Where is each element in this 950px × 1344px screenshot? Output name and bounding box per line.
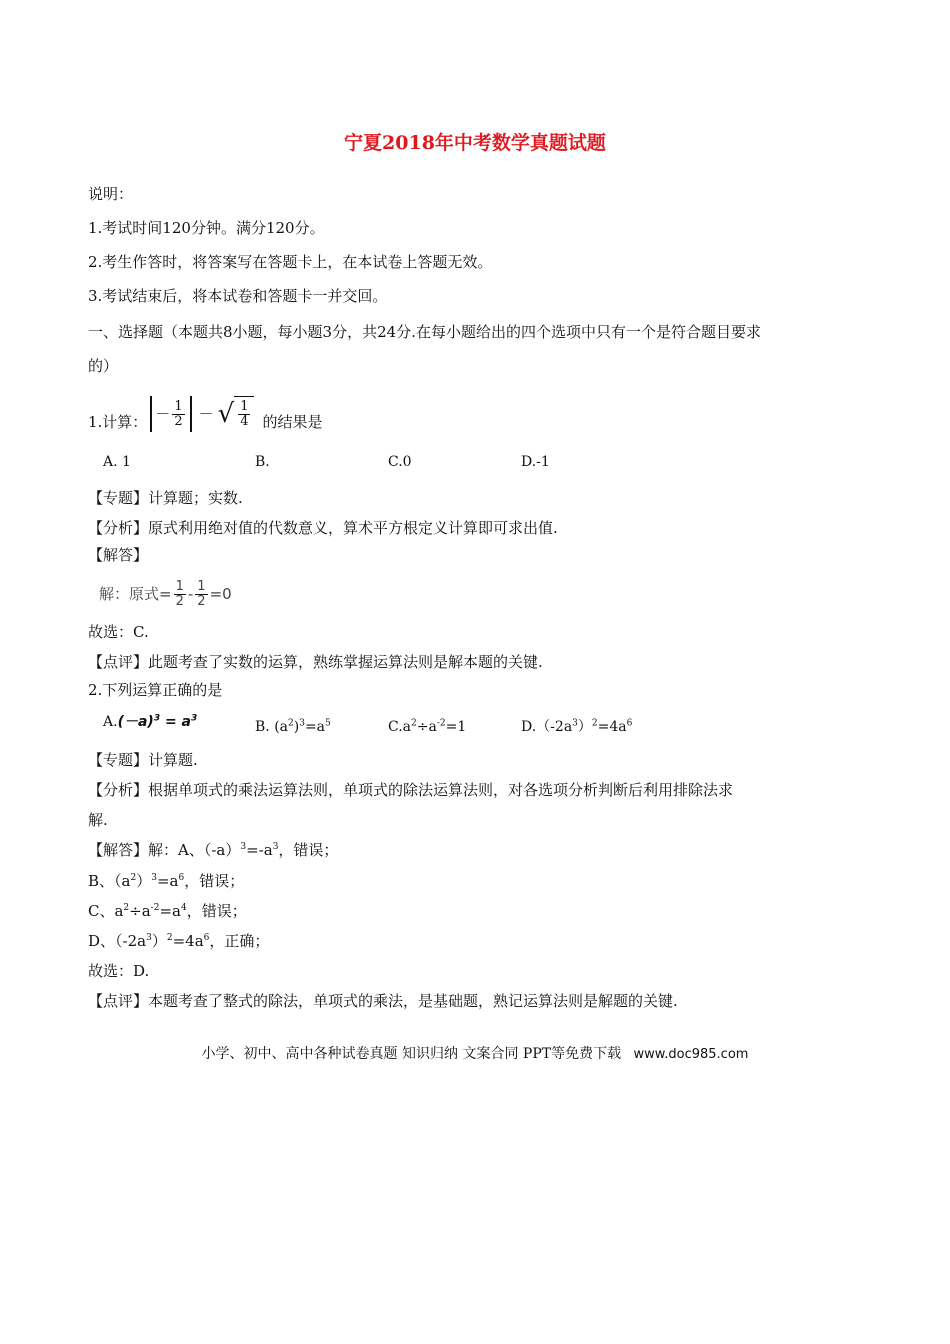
q2-option-a-base: (－a): [117, 714, 154, 730]
q2-optC-e1: 2: [411, 718, 417, 729]
q2-solution-d: [88, 931, 269, 951]
q1-suffix: 的结果是: [262, 413, 323, 431]
q2-choice: 故选：D.: [88, 962, 150, 980]
q1-sqrt-fraction: [238, 400, 250, 429]
q2-optC-r: =1: [445, 719, 467, 735]
q2-sol-c-m: ÷a: [129, 902, 151, 920]
q2-solution-a: [88, 840, 338, 860]
q2-sol-d-r: =4a: [172, 932, 204, 950]
q2-option-a-exp: 3: [153, 713, 161, 724]
q2-optB: B. (a: [255, 719, 288, 735]
question-1: [88, 388, 323, 432]
q1-frac-numerator: 1: [174, 398, 183, 414]
q1-expression: [147, 396, 254, 432]
q1-sol-frac-1: [174, 580, 186, 609]
q1-option-c: C.0: [388, 454, 412, 470]
q1-option-b: B.: [255, 454, 270, 470]
q2-option-a-exp2: 3: [191, 713, 198, 724]
q1-sol-den-1: 2: [175, 593, 184, 609]
q2-optB-e1: 2: [288, 718, 294, 729]
q1-fraction: [172, 400, 184, 429]
q2-sol-d-e2: 2: [166, 933, 173, 943]
q1-option-d: D.-1: [521, 454, 550, 470]
q2-sol-b-r: =a: [156, 872, 179, 890]
q1-minus: －: [155, 405, 171, 423]
note-item-1: 1.考试时间120分钟。满分120分。: [88, 219, 325, 237]
q2-optB-r: =a: [304, 719, 326, 735]
q2-sol-d-m: ）: [151, 932, 167, 950]
q2-sol-d-e3: 6: [203, 933, 210, 943]
page-title: 宁夏2018年中考数学真题试题: [344, 132, 606, 154]
q2-sol-a: 【解答】解：A、（-a）: [88, 841, 241, 859]
q2-optD-e1: 3: [572, 718, 578, 729]
footer-url[interactable]: www.doc985.com: [633, 1047, 749, 1062]
q2-optD-m: ）: [577, 719, 592, 735]
q2-option-c: [388, 717, 466, 737]
q2-optC-e2: -2: [436, 718, 446, 729]
sqrt-radical-icon: √: [217, 399, 235, 429]
note-item-2: 2.考生作答时，将答案写在答题卡上，在本试卷上答题无效。: [88, 253, 493, 271]
q1-solution-text: 解：原式=: [99, 585, 172, 603]
q2-sol-c-t: ，错误；: [186, 902, 247, 920]
q2-optD-e2: 2: [591, 718, 598, 729]
q1-option-a: A. 1: [103, 454, 131, 470]
q1-prefix: 1.计算：: [88, 413, 148, 431]
q2-sol-c-r: =a: [159, 902, 181, 920]
page-footer: [0, 1044, 950, 1065]
q2-optD-e3: 6: [626, 718, 633, 729]
q1-sqrt: [218, 396, 255, 432]
q2-solution-c: [88, 901, 247, 921]
q1-choice: 故选：C.: [88, 623, 149, 641]
q1-frac-denominator: 2: [174, 413, 183, 429]
q2-analysis-line1: 【分析】根据单项式的乘法运算法则，单项式的除法运算法则，对各选项分析判断后利用排除法求: [88, 781, 734, 799]
q2-option-a-label: A.: [103, 714, 118, 730]
q2-sol-a-r: =-a: [246, 841, 273, 859]
q2-optB-m: ): [293, 719, 300, 735]
q2-sol-d-e1: 3: [146, 933, 152, 943]
q2-sol-d-t: ，正确；: [209, 932, 270, 950]
q2-option-a: [103, 712, 197, 732]
abs-bar-right: [190, 396, 192, 432]
q2-solution-b: [88, 871, 244, 891]
q2-sol-b-e1: 2: [130, 873, 137, 883]
q1-sqrt-numerator: 1: [240, 399, 249, 414]
q1-sol-frac-2: [195, 580, 207, 609]
q1-answer-label: 【解答】: [88, 546, 149, 564]
section-heading-line1: 一、选择题（本题共8小题，每小题3分，共24分.在每小题给出的四个选项中只有一个是符合题目要求: [88, 323, 761, 341]
notes-heading: 说明：: [88, 185, 134, 203]
q2-option-d: [521, 717, 632, 737]
q2-optC: C.a: [388, 719, 412, 735]
q2-sol-b-t: ，错误；: [184, 872, 245, 890]
q2-sol-b: B、（a: [88, 872, 131, 890]
q1-sol-num-1: 1: [175, 578, 184, 594]
q1-minus-2: －: [198, 405, 214, 423]
q1-comment: 【点评】此题考查了实数的运算，熟练掌握运算法则是解本题的关键.: [88, 653, 543, 671]
q2-sol-a-e1: 3: [240, 842, 247, 852]
q1-sol-op: -: [187, 585, 194, 603]
section-heading-line2: 的）: [88, 357, 119, 375]
q1-topic: 【专题】计算题；实数.: [88, 489, 243, 507]
q2-sol-a-t: ，错误；: [278, 841, 339, 859]
q2-comment: 【点评】本题考查了整式的除法，单项式的乘法，是基础题，熟记运算法则是解题的关键.: [88, 992, 678, 1010]
footer-text: 小学、初中、高中各种试卷真题 知识归纳 文案合同 PPT等免费下载: [201, 1046, 622, 1062]
q2-sol-b-e2: 3: [151, 873, 157, 883]
q2-topic: 【专题】计算题.: [88, 751, 198, 769]
q2-optC-m: ÷a: [416, 719, 437, 735]
note-item-3: 3.考试结束后，将本试卷和答题卡一并交回。: [88, 287, 388, 305]
q2-sol-b-m: ）: [136, 872, 152, 890]
q2-sol-c: C、a: [88, 902, 124, 920]
q1-solution: [99, 574, 232, 614]
q2-optB-e2: 3: [299, 718, 305, 729]
q2-sol-c-e3: 4: [180, 903, 187, 913]
q2-option-a-eq: = a: [160, 714, 192, 730]
q1-sqrt-denominator: 4: [240, 414, 249, 429]
q2-option-b: [255, 717, 331, 737]
question-2: 2.下列运算正确的是: [88, 681, 223, 699]
q2-optD: D.（-2a: [521, 719, 573, 735]
abs-bar-left: [150, 396, 152, 432]
q2-sol-a-e2: 3: [272, 842, 279, 852]
q1-sol-result: =0: [209, 585, 232, 603]
q2-sol-b-e3: 6: [178, 873, 185, 883]
q1-sol-den-2: 2: [197, 593, 206, 609]
q2-sol-c-e2: -2: [150, 903, 160, 913]
q2-sol-c-e1: 2: [123, 903, 130, 913]
q2-sol-d: D、（-2a: [88, 932, 147, 950]
q2-optD-r: =4a: [597, 719, 627, 735]
q1-analysis: 【分析】原式利用绝对值的代数意义，算术平方根定义计算即可求出值.: [88, 519, 558, 537]
q2-analysis-line2: 解.: [88, 811, 108, 829]
q2-optB-e3: 5: [325, 718, 331, 729]
q1-sol-num-2: 1: [197, 578, 206, 594]
